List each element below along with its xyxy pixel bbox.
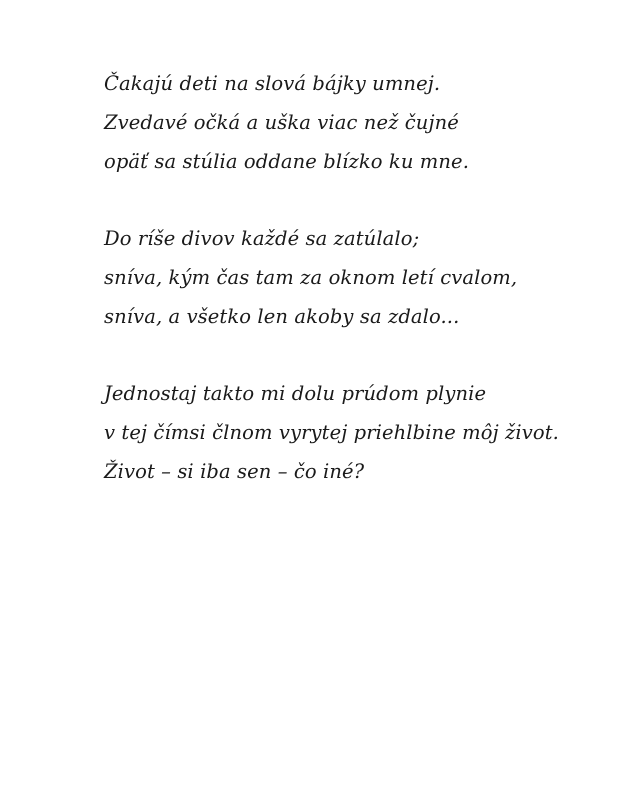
poem-line: Jednostaj takto mi dolu prúdom plynie	[104, 382, 487, 405]
poem-line: Zvedavé očká a uška viac než čujné	[104, 111, 459, 134]
stanza-2	[104, 219, 604, 336]
poem-line: Do ríše divov každé sa zatúlalo;	[104, 227, 420, 250]
stanza-1	[104, 64, 604, 181]
poem-line: sníva, a všetko len akoby sa zdalo...	[104, 305, 460, 328]
poem-line: Čakajú deti na slová bájky umnej.	[104, 72, 441, 95]
poem-line: Život – si iba sen – čo iné?	[104, 460, 365, 483]
poem-line: v tej čímsi člnom vyrytej priehlbine môj život.	[104, 421, 559, 444]
poem-line: opäť sa stúlia oddane blízko ku mne.	[104, 150, 469, 173]
poem	[104, 64, 604, 529]
stanza-3	[104, 374, 604, 491]
poem-line: sníva, kým čas tam za oknom letí cvalom,	[104, 266, 518, 289]
